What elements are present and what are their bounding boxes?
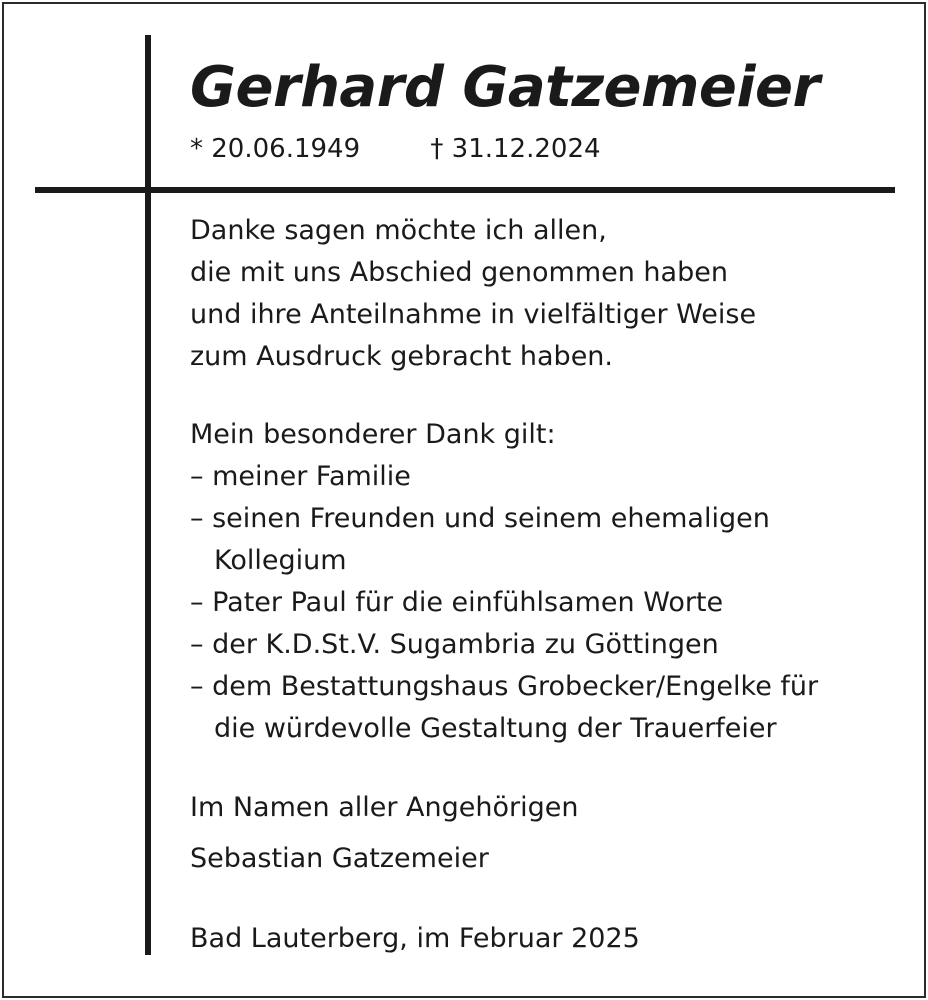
list-item: – meiner Familie <box>190 461 411 492</box>
cross-horizontal-bar <box>35 187 895 193</box>
thanks-line: Danke sagen möchte ich allen, <box>190 215 607 246</box>
special-thanks-intro: Mein besonderer Dank gilt: <box>190 419 556 450</box>
birth-date: * 20.06.1949 <box>190 134 361 164</box>
thanks-line: zum Ausdruck gebracht haben. <box>190 341 613 372</box>
list-item: – seinen Freunden und seinem ehemaligen <box>190 503 770 534</box>
death-date: † 31.12.2024 <box>430 134 601 164</box>
list-item: – Pater Paul für die einfühlsamen Worte <box>190 587 724 618</box>
list-item-continuation: die würdevolle Gestaltung der Trauerfeier <box>214 713 777 744</box>
on-behalf-line: Im Namen aller Angehörigen <box>190 792 579 823</box>
signer-name: Sebastian Gatzemeier <box>190 843 489 874</box>
cross-vertical-bar <box>145 35 151 955</box>
special-thanks-list <box>190 414 818 750</box>
list-item: – der K.D.St.V. Sugambria zu Göttingen <box>190 629 719 660</box>
thanks-paragraph <box>190 210 756 378</box>
thanks-line: die mit uns Abschied genommen haben <box>190 257 728 288</box>
thanks-line: und ihre Anteilnahme in vielfältiger Weise <box>190 299 757 330</box>
place-and-date: Bad Lauterberg, im Februar 2025 <box>190 923 640 954</box>
life-dates <box>190 134 601 164</box>
list-item-continuation: Kollegium <box>214 545 347 576</box>
list-item: – dem Bestattungshaus Grobecker/Engelke für <box>190 671 819 702</box>
deceased-name: Gerhard Gatzemeier <box>190 55 820 120</box>
